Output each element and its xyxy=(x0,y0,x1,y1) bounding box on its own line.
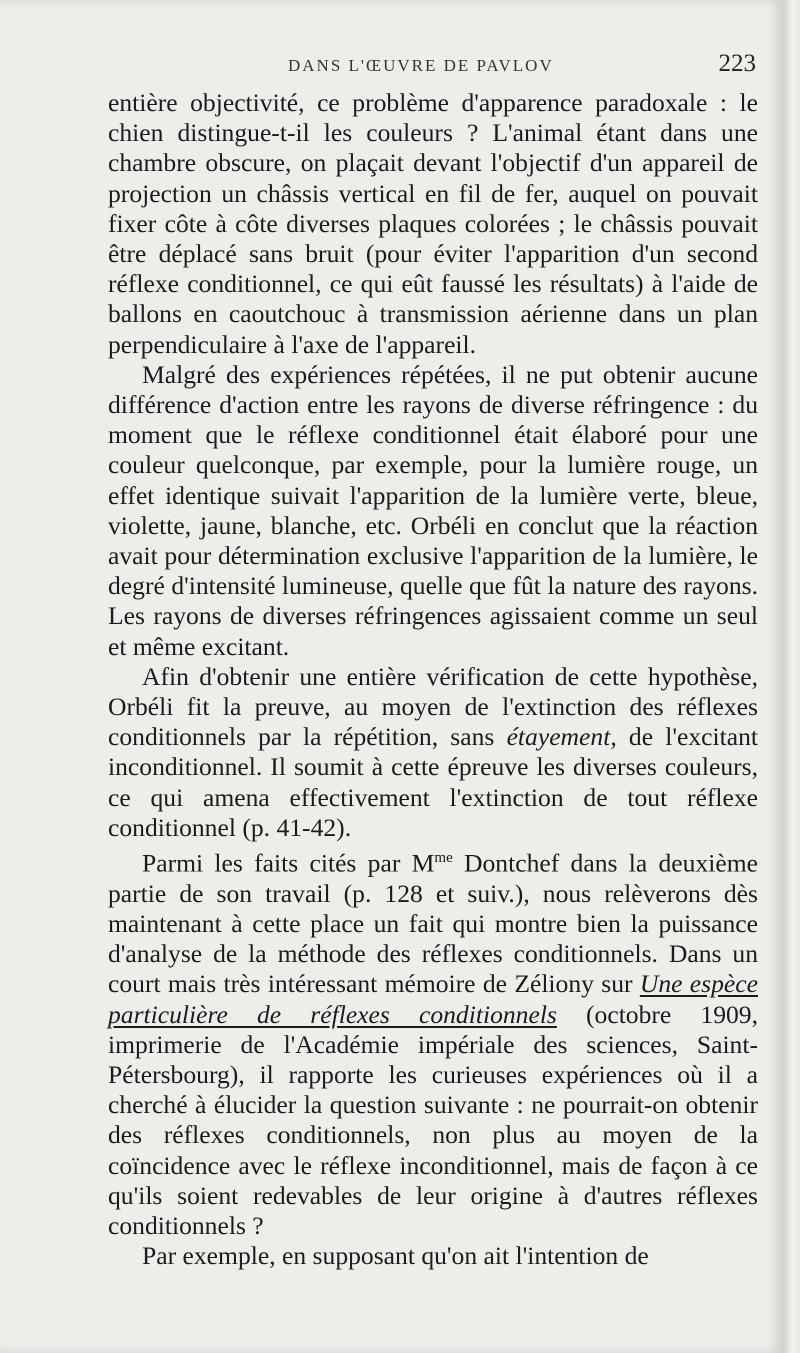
page-spine-edge xyxy=(782,0,800,1353)
paragraph-4-title-italic: Une espèce particulière de réflexes conditionnels xyxy=(108,969,758,1029)
page-header xyxy=(112,50,756,86)
paragraph-4-superscript: me xyxy=(434,850,453,867)
paragraph-3 xyxy=(108,662,758,843)
paragraph-1: entière objectivité, ce problème d'apparence paradoxale : le chien distingue-t-il les couleurs ? L'animal étant dans une chambre obscure, on plaçait devant l'objectif d'un appareil de projection un châssis vertical en fil de fer, auquel on pouvait fixer côte à côte diverses plaques colorées ; le châssis pouvait être déplacé sans bruit (pour éviter l'apparition d'un second réflexe conditionnel, ce qui eût faussé les résultats) à l'aide de ballons en caoutchouc à transmission aérienne dans un plan perpendiculaire à l'axe de l'appareil. xyxy=(108,88,758,359)
running-head: DANS L'ŒUVRE DE PAVLOV xyxy=(288,56,554,75)
paragraph-4-text-b: Dontchef dans la deuxième partie de son travail (p. 128 et suiv.), nous relèverons dès maintenant à cette place un fait qui montre bien la puissance d'analyse de la méthode des réflexes conditionnels. Dans un court mais très intéressant mémoire de Zéliony sur xyxy=(108,848,758,999)
paragraph-2: Malgré des expériences répétées, il ne put obtenir aucune différence d'action entre les rayons de diverse réfringence : du moment que le réflexe conditionnel était élaboré pour une couleur quelconque, par exemple, pour la lumière rouge, un effet identique suivait l'apparition de la lumière verte, bleue, violette, jaune, blanche, etc. Orbéli en conclut que la réaction avait pour détermination exclusive l'apparition de la lumière, le degré d'intensité lumineuse, quelle que fût la nature des rayons. Les rayons de diverses réfringences agissaient comme un seul et même excitant. xyxy=(108,359,758,661)
paragraph-4-text-a: Parmi les faits cités par M xyxy=(142,848,435,878)
paragraph-3-emphasis: étayement xyxy=(506,722,611,752)
paragraph-4-text-c: (octobre 1909, imprimerie de l'Académie impériale des sciences, Saint-Pétersbourg), il rapporte les curieuses expériences où il a cherché à élucider la question suivante : ne pourrait-on obtenir des réflexes conditionnels, non plus au moyen de la coïncidence avec le réflexe inconditionnel, mais de façon à ce qu'ils soient redevables de leur origine à d'autres réflexes conditionnels ? xyxy=(108,999,758,1241)
paragraph-4 xyxy=(108,843,758,1241)
paragraph-3-text-a: Afin d'obtenir une entière vérification de cette hypothèse, Orbéli fit la preuve, au moyen de l'extinction des réflexes conditionnels par la répétition, sans xyxy=(108,661,758,752)
paragraph-3-text-b: , de l'excitant inconditionnel. Il soumit à cette épreuve les diverses couleurs, ce qui amena effectivement l'extinction de tout réflexe conditionnel (p. 41-42). xyxy=(108,722,758,842)
paragraph-5: Par exemple, en supposant qu'on ait l'intention de xyxy=(142,1241,649,1271)
page-number: 223 xyxy=(718,50,756,77)
body-text xyxy=(108,88,758,1271)
